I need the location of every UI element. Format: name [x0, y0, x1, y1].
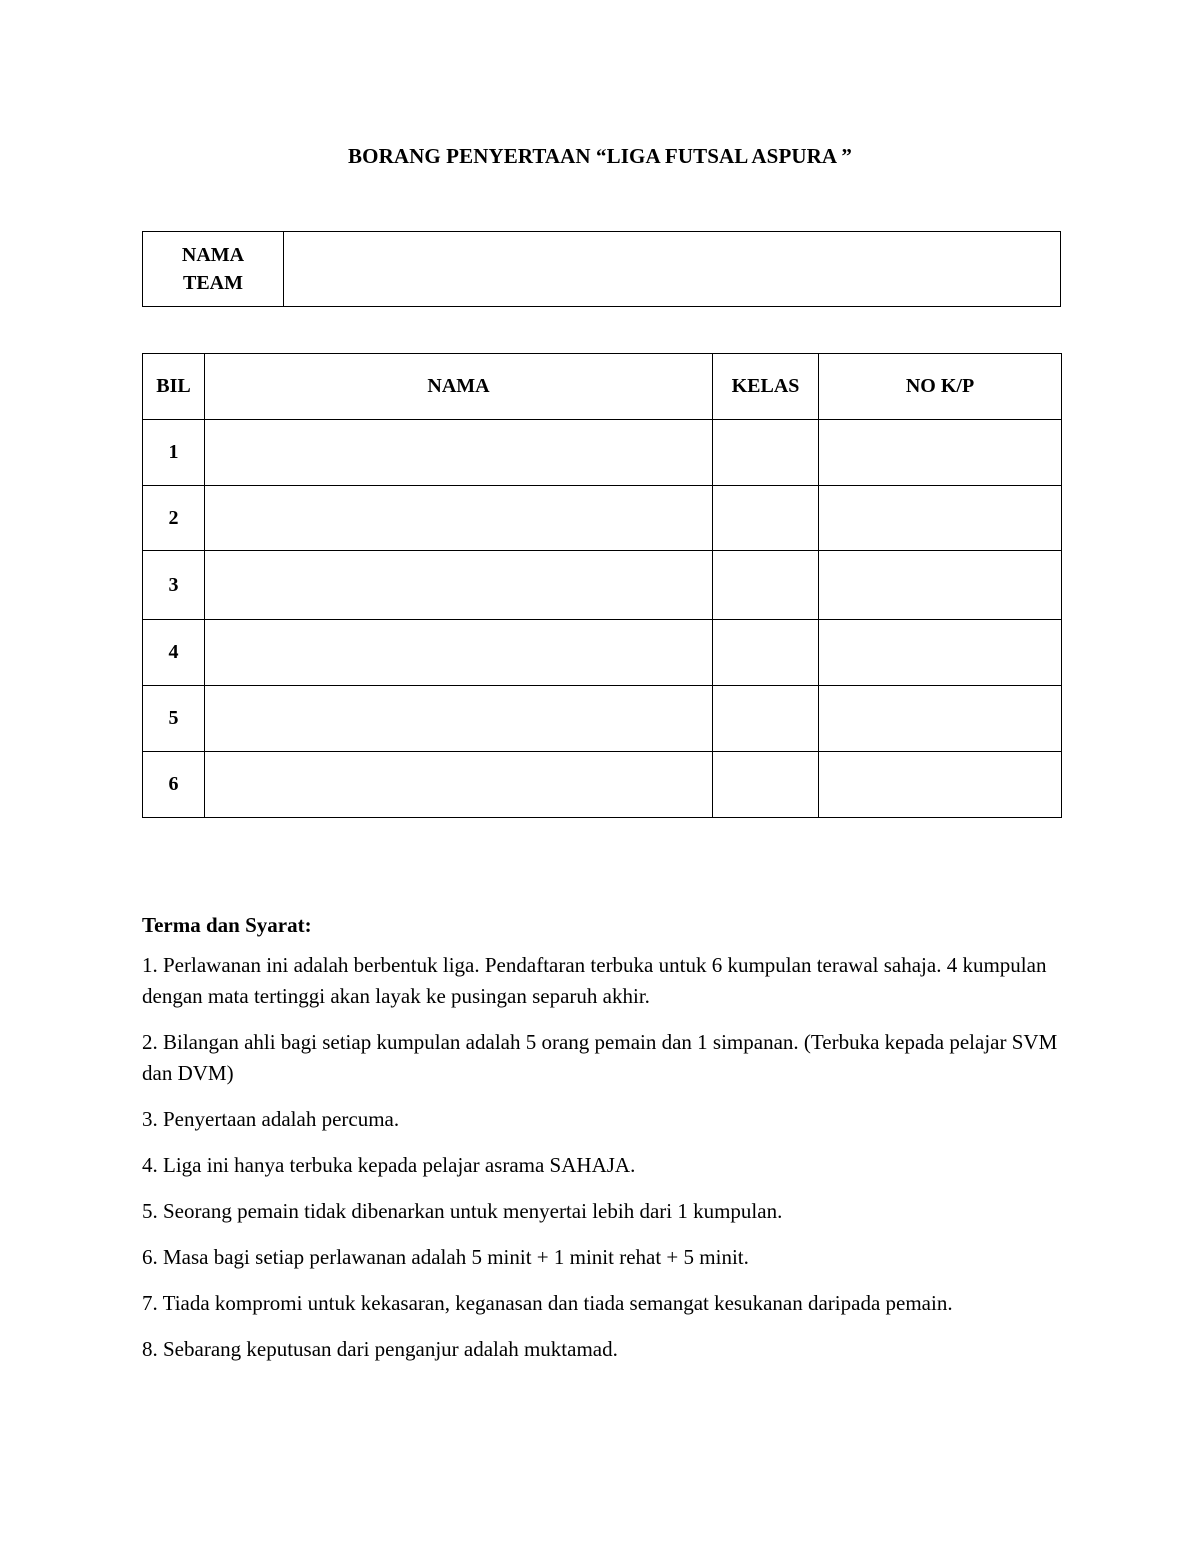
- term-item: 1. Perlawanan ini adalah berbentuk liga. Pendaftaran terbuka untuk 6 kumpulan terawal sahaja. 4 kumpulan dengan mata tertinggi akan layak ke pusingan separuh akhir.: [142, 953, 1047, 1008]
- term-item: 3. Penyertaan adalah percuma.: [142, 1107, 400, 1131]
- table-row: [143, 686, 1062, 752]
- row-nokp-field[interactable]: [819, 551, 1062, 620]
- row-bil: 4: [143, 620, 205, 686]
- roster-table: [142, 353, 1062, 818]
- row-nama-field[interactable]: [205, 686, 713, 752]
- row-nokp-field[interactable]: [819, 486, 1062, 551]
- term-item: 4. Liga ini hanya terbuka kepada pelajar asrama SAHAJA.: [142, 1153, 636, 1177]
- row-nama-field[interactable]: [205, 420, 713, 486]
- row-kelas-field[interactable]: [713, 620, 819, 686]
- row-nama-field[interactable]: [205, 551, 713, 620]
- row-bil: 3: [143, 551, 205, 620]
- row-bil: 6: [143, 752, 205, 818]
- table-row: [143, 420, 1062, 486]
- row-nama-field[interactable]: [205, 486, 713, 551]
- team-name-table: [142, 231, 1061, 307]
- term-item: 2. Bilangan ahli bagi setiap kumpulan adalah 5 orang pemain dan 1 simpanan. (Terbuka kepada pelajar SVM dan DVM): [142, 1030, 1058, 1085]
- row-nokp-field[interactable]: [819, 420, 1062, 486]
- row-kelas-field[interactable]: [713, 420, 819, 486]
- row-kelas-field[interactable]: [713, 551, 819, 620]
- row-nokp-field[interactable]: [819, 620, 1062, 686]
- terms-heading: Terma dan Syarat:: [142, 913, 312, 937]
- roster-header-row: [143, 354, 1062, 420]
- term-item: 5. Seorang pemain tidak dibenarkan untuk menyertai lebih dari 1 kumpulan.: [142, 1199, 783, 1223]
- row-kelas-field[interactable]: [713, 486, 819, 551]
- header-nokp: NO K/P: [819, 354, 1062, 420]
- table-row: [143, 752, 1062, 818]
- team-label-line2: TEAM: [183, 272, 243, 294]
- row-nama-field[interactable]: [205, 620, 713, 686]
- row-bil: 5: [143, 686, 205, 752]
- team-name-field[interactable]: [284, 232, 1061, 307]
- term-item: 7. Tiada kompromi untuk kekasaran, keganasan dan tiada semangat kesukanan daripada pemain.: [142, 1291, 953, 1315]
- row-bil: 1: [143, 420, 205, 486]
- terms-section: [142, 910, 1072, 1380]
- row-nokp-field[interactable]: [819, 686, 1062, 752]
- header-kelas: KELAS: [713, 354, 819, 420]
- header-bil: BIL: [143, 354, 205, 420]
- table-row: [143, 486, 1062, 551]
- team-name-row: [143, 232, 1061, 307]
- table-row: [143, 620, 1062, 686]
- row-nama-field[interactable]: [205, 752, 713, 818]
- row-kelas-field[interactable]: [713, 752, 819, 818]
- team-label-line1: NAMA: [181, 244, 245, 266]
- header-nama: NAMA: [205, 354, 713, 420]
- term-item: 8. Sebarang keputusan dari penganjur adalah muktamad.: [142, 1337, 618, 1361]
- term-item: 6. Masa bagi setiap perlawanan adalah 5 minit + 1 minit rehat + 5 minit.: [142, 1245, 749, 1269]
- row-kelas-field[interactable]: [713, 686, 819, 752]
- row-nokp-field[interactable]: [819, 752, 1062, 818]
- row-bil: 2: [143, 486, 205, 551]
- table-row: [143, 551, 1062, 620]
- team-name-label: [143, 232, 284, 307]
- page-title: BORANG PENYERTAAN “LIGA FUTSAL ASPURA ”: [348, 144, 852, 168]
